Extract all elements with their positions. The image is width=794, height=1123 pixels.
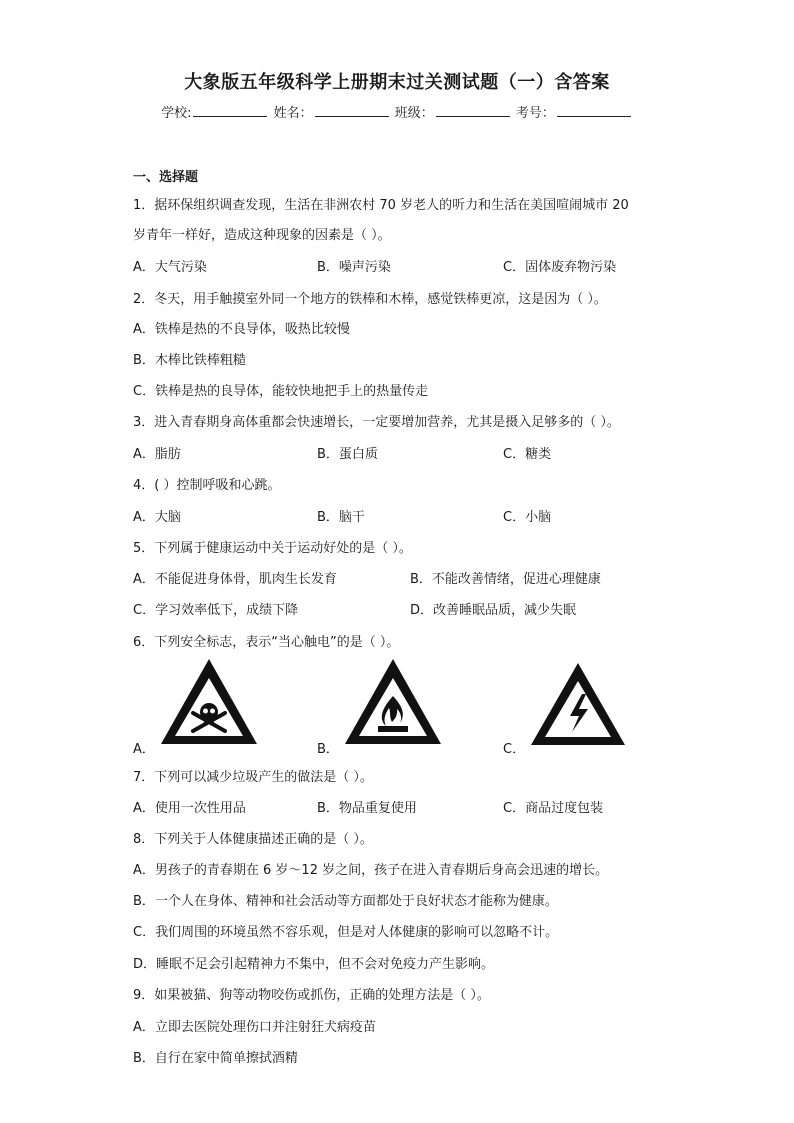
question-8-line-1: 8．下列关于人体健康描述正确的是（ ）。 xyxy=(133,832,373,847)
skull-crossbones-icon[interactable] xyxy=(158,656,260,748)
q5-option-c[interactable]: C．学习效率低下，成绩下降 xyxy=(133,603,299,618)
school-label: 学校: xyxy=(161,106,192,121)
q8-option-a[interactable]: A．男孩子的青春期在 6 岁～12 岁之间，孩子在进入青春期后身高会迅速的增长。 xyxy=(133,863,609,878)
name-label: 姓名： xyxy=(273,106,313,121)
q9-option-b[interactable]: B．自行在家中简单擦拭酒精 xyxy=(133,1051,298,1066)
student-info-row xyxy=(0,102,794,121)
question-9-line-1: 9．如果被猫、狗等动物咬伤或抓伤，正确的处理方法是（ ）。 xyxy=(133,988,490,1003)
q9-option-a[interactable]: A．立即去医院处理伤口并注射狂犬病疫苗 xyxy=(133,1020,376,1035)
question-4-line-1: 4．( ）控制呼吸和心跳。 xyxy=(133,478,281,493)
q1-option-b[interactable]: B．噪声污染 xyxy=(317,260,391,275)
exam-number-blank[interactable] xyxy=(557,104,631,117)
q3-option-b[interactable]: B．蛋白质 xyxy=(317,447,378,462)
question-1-line-1: 1．据环保组织调查发现，生活在非洲农村 70 岁老人的听力和生活在美国喧闹城市 20 xyxy=(133,198,629,213)
q2-option-c[interactable]: C．铁棒是热的良导体，能较快地把手上的热量传走 xyxy=(133,384,429,399)
page-title: 大象版五年级科学上册期末过关测试题（一）含答案 xyxy=(184,72,610,93)
question-6-line-1: 6．下列安全标志，表示“当心触电”的是（ ）。 xyxy=(133,635,400,650)
q8-option-b[interactable]: B．一个人在身体、精神和社会活动等方面都处于良好状态才能称为健康。 xyxy=(133,894,558,909)
flame-icon[interactable] xyxy=(342,656,444,748)
question-3-line-1: 3．进入青春期身高体重都会快速增长，一定要增加营养，尤其是摄入足够多的（ ）。 xyxy=(133,415,620,430)
class-blank[interactable] xyxy=(436,104,510,117)
q5-option-b[interactable]: B．不能改善情绪，促进心理健康 xyxy=(410,572,601,587)
section-heading: 一、选择题 xyxy=(133,170,199,185)
q4-option-b[interactable]: B．脑干 xyxy=(317,510,365,525)
q8-option-d[interactable]: D．睡眠不足会引起精神力不集中，但不会对免疫力产生影响。 xyxy=(133,957,495,972)
q3-option-c[interactable]: C．糖类 xyxy=(503,447,552,462)
q6-option-b[interactable]: B． xyxy=(317,742,339,757)
q6-option-c[interactable]: C． xyxy=(503,742,526,757)
q4-option-a[interactable]: A．大脑 xyxy=(133,510,181,525)
lightning-icon[interactable] xyxy=(528,660,628,748)
q3-option-a[interactable]: A．脂肪 xyxy=(133,447,181,462)
question-2-line-1: 2．冬天，用手触摸室外同一个地方的铁棒和木棒，感觉铁棒更凉，这是因为（ ）。 xyxy=(133,292,607,307)
q4-option-c[interactable]: C．小脑 xyxy=(503,510,552,525)
q2-option-a[interactable]: A．铁棒是热的不良导体，吸热比较慢 xyxy=(133,322,350,337)
q7-option-a[interactable]: A．使用一次性用品 xyxy=(133,801,246,816)
class-label: 班级： xyxy=(394,106,434,121)
q1-option-a[interactable]: A．大气污染 xyxy=(133,260,207,275)
question-5-line-1: 5．下列属于健康运动中关于运动好处的是（ ）。 xyxy=(133,541,412,556)
name-blank[interactable] xyxy=(315,104,389,117)
q5-option-d[interactable]: D．改善睡眠品质，减少失眠 xyxy=(410,603,577,618)
q7-option-c[interactable]: C．商品过度包装 xyxy=(503,801,604,816)
q6-option-a[interactable]: A． xyxy=(133,742,155,757)
q2-option-b[interactable]: B．木棒比铁棒粗糙 xyxy=(133,353,246,368)
school-blank[interactable] xyxy=(193,104,267,117)
q1-option-c[interactable]: C．固体废弃物污染 xyxy=(503,260,617,275)
exam-number-label: 考号： xyxy=(515,106,555,121)
q7-option-b[interactable]: B．物品重复使用 xyxy=(317,801,417,816)
question-7-line-1: 7．下列可以减少垃圾产生的做法是（ ）。 xyxy=(133,770,373,785)
q8-option-c[interactable]: C．我们周围的环境虽然不容乐观，但是对人体健康的影响可以忽略不计。 xyxy=(133,925,559,940)
question-1-line-2: 岁青年一样好，造成这种现象的因素是（ ）。 xyxy=(133,228,391,243)
q5-option-a[interactable]: A．不能促进身体骨，肌肉生长发育 xyxy=(133,572,337,587)
